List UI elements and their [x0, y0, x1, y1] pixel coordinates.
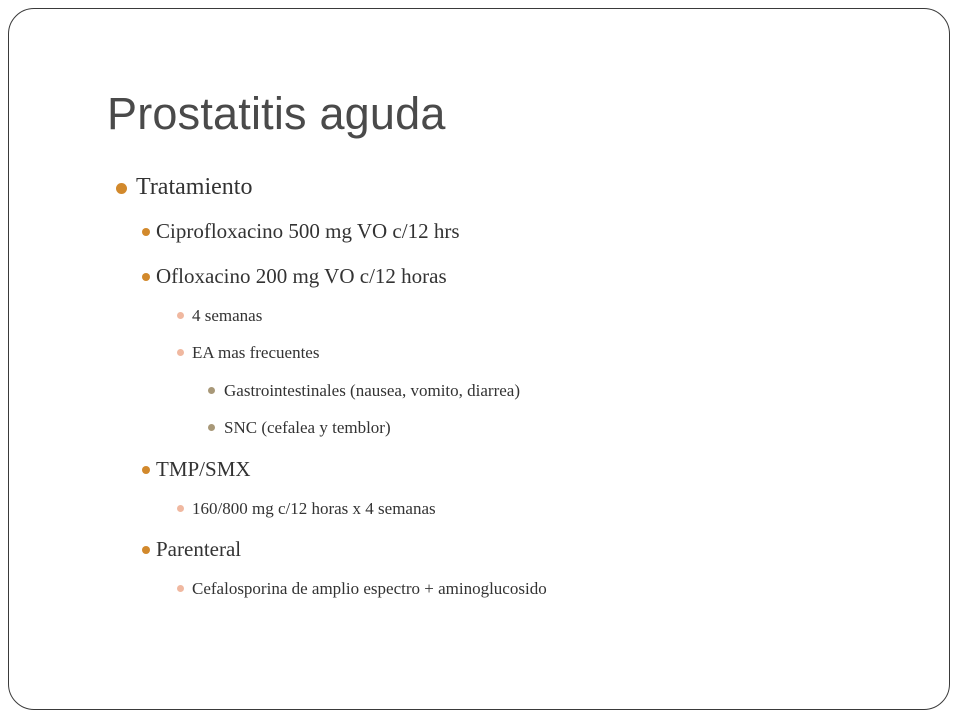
bullet-dot-icon — [177, 312, 184, 319]
bullet-text: SNC (cefalea y temblor) — [224, 418, 391, 437]
bullet-4-semanas — [192, 306, 262, 326]
bullet-dot-icon — [142, 546, 150, 554]
bullet-tratamiento — [136, 174, 252, 201]
bullet-dot-icon — [142, 273, 150, 281]
bullet-snc — [224, 418, 391, 438]
bullet-text: EA mas frecuentes — [192, 343, 320, 362]
bullet-text: TMP/SMX — [156, 457, 251, 481]
bullet-ciprofloxacino — [156, 219, 460, 244]
slide-title: Prostatitis aguda — [107, 88, 446, 139]
bullet-text: Tratamiento — [136, 174, 253, 200]
bullet-text: Gastrointestinales (nausea, vomito, diarrea) — [224, 381, 520, 400]
bullet-dot-icon — [116, 183, 127, 194]
bullet-tmp-smx — [156, 457, 251, 482]
bullet-dot-icon — [142, 228, 150, 236]
bullet-text: Ciprofloxacino 500 mg VO c/12 hrs — [156, 219, 460, 243]
bullet-gastrointestinales — [224, 381, 520, 401]
bullet-dot-icon — [208, 387, 215, 394]
bullet-160-800 — [192, 499, 436, 519]
bullet-dot-icon — [177, 349, 184, 356]
slide-frame — [8, 8, 950, 710]
bullet-ea-mas-frecuentes — [192, 343, 319, 363]
bullet-text: Parenteral — [156, 537, 242, 561]
bullet-text: Cefalosporina de amplio espectro + aminoglucosido — [192, 579, 547, 598]
bullet-cefalosporina — [192, 579, 547, 599]
bullet-text: 4 semanas — [192, 306, 263, 325]
bullet-dot-icon — [208, 424, 215, 431]
bullet-ofloxacino — [156, 264, 447, 289]
bullet-dot-icon — [142, 466, 150, 474]
bullet-dot-icon — [177, 505, 184, 512]
bullet-text: Ofloxacino 200 mg VO c/12 horas — [156, 264, 447, 288]
bullet-text: 160/800 mg c/12 horas x 4 semanas — [192, 499, 436, 518]
bullet-dot-icon — [177, 585, 184, 592]
bullet-parenteral — [156, 537, 241, 562]
